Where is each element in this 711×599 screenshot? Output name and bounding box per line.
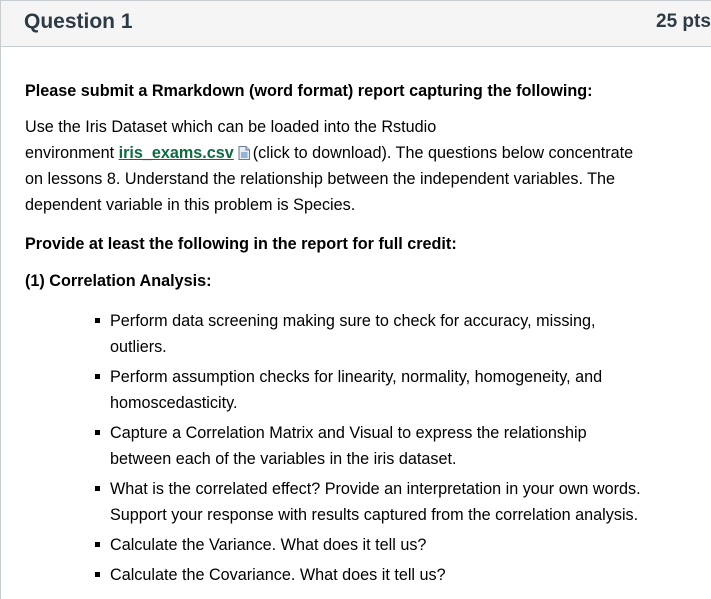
- dataset-line-2-suffix: (click to download). The questions below concentrate: [252, 144, 634, 162]
- list-item-line-1: Perform data screening making sure to check for accuracy, missing,: [110, 312, 596, 330]
- list-item-line-2: between each of the variables in the iris dataset.: [110, 450, 457, 468]
- list-item-line-2: Support your response with results captured from the correlation analysis.: [110, 506, 639, 524]
- question-header: [1, 1, 711, 47]
- document-icon[interactable]: [238, 142, 250, 156]
- list-item-line-1: Calculate the Covariance. What does it tell us?: [110, 566, 446, 584]
- list-item-line-1: What is the correlated effect? Provide an interpretation in your own words.: [110, 480, 641, 498]
- list-item: [95, 364, 711, 416]
- list-item-line-1: Perform assumption checks for linearity, normality, homogeneity, and: [110, 368, 603, 386]
- list-item: [95, 532, 711, 558]
- list-item: [95, 420, 711, 472]
- question-title: Question 1: [24, 10, 133, 33]
- dataset-line-1: Use the Iris Dataset which can be loaded into the Rstudio: [25, 118, 437, 136]
- list-item-line-1: Capture a Correlation Matrix and Visual to express the relationship: [110, 424, 587, 442]
- question-points: 25 pts: [656, 11, 711, 32]
- list-item: [95, 562, 711, 588]
- requirements-list: [25, 308, 711, 588]
- list-item: [95, 476, 711, 528]
- dataset-line-2-prefix: environment: [25, 144, 119, 162]
- list-item-line-2: outliers.: [110, 338, 167, 356]
- list-item-line-1: Calculate the Variance. What does it tell us?: [110, 536, 427, 554]
- iris-csv-download-link[interactable]: iris_exams.csv: [118, 144, 234, 162]
- dataset-line-2: [25, 140, 711, 166]
- list-item-line-2: homoscedasticity.: [110, 394, 238, 412]
- list-item: [95, 308, 711, 360]
- dataset-line-4: dependent variable in this problem is Species.: [25, 196, 356, 214]
- requirements-heading: Provide at least the following in the report for full credit:: [25, 235, 457, 253]
- dataset-line-3: on lessons 8. Understand the relationship between the independent variables. The: [25, 170, 616, 188]
- dataset-paragraph: [25, 114, 711, 218]
- question-body: [25, 78, 711, 592]
- correlation-section-heading: (1) Correlation Analysis:: [25, 272, 212, 290]
- instructions-heading: Please submit a Rmarkdown (word format) report capturing the following:: [25, 82, 593, 100]
